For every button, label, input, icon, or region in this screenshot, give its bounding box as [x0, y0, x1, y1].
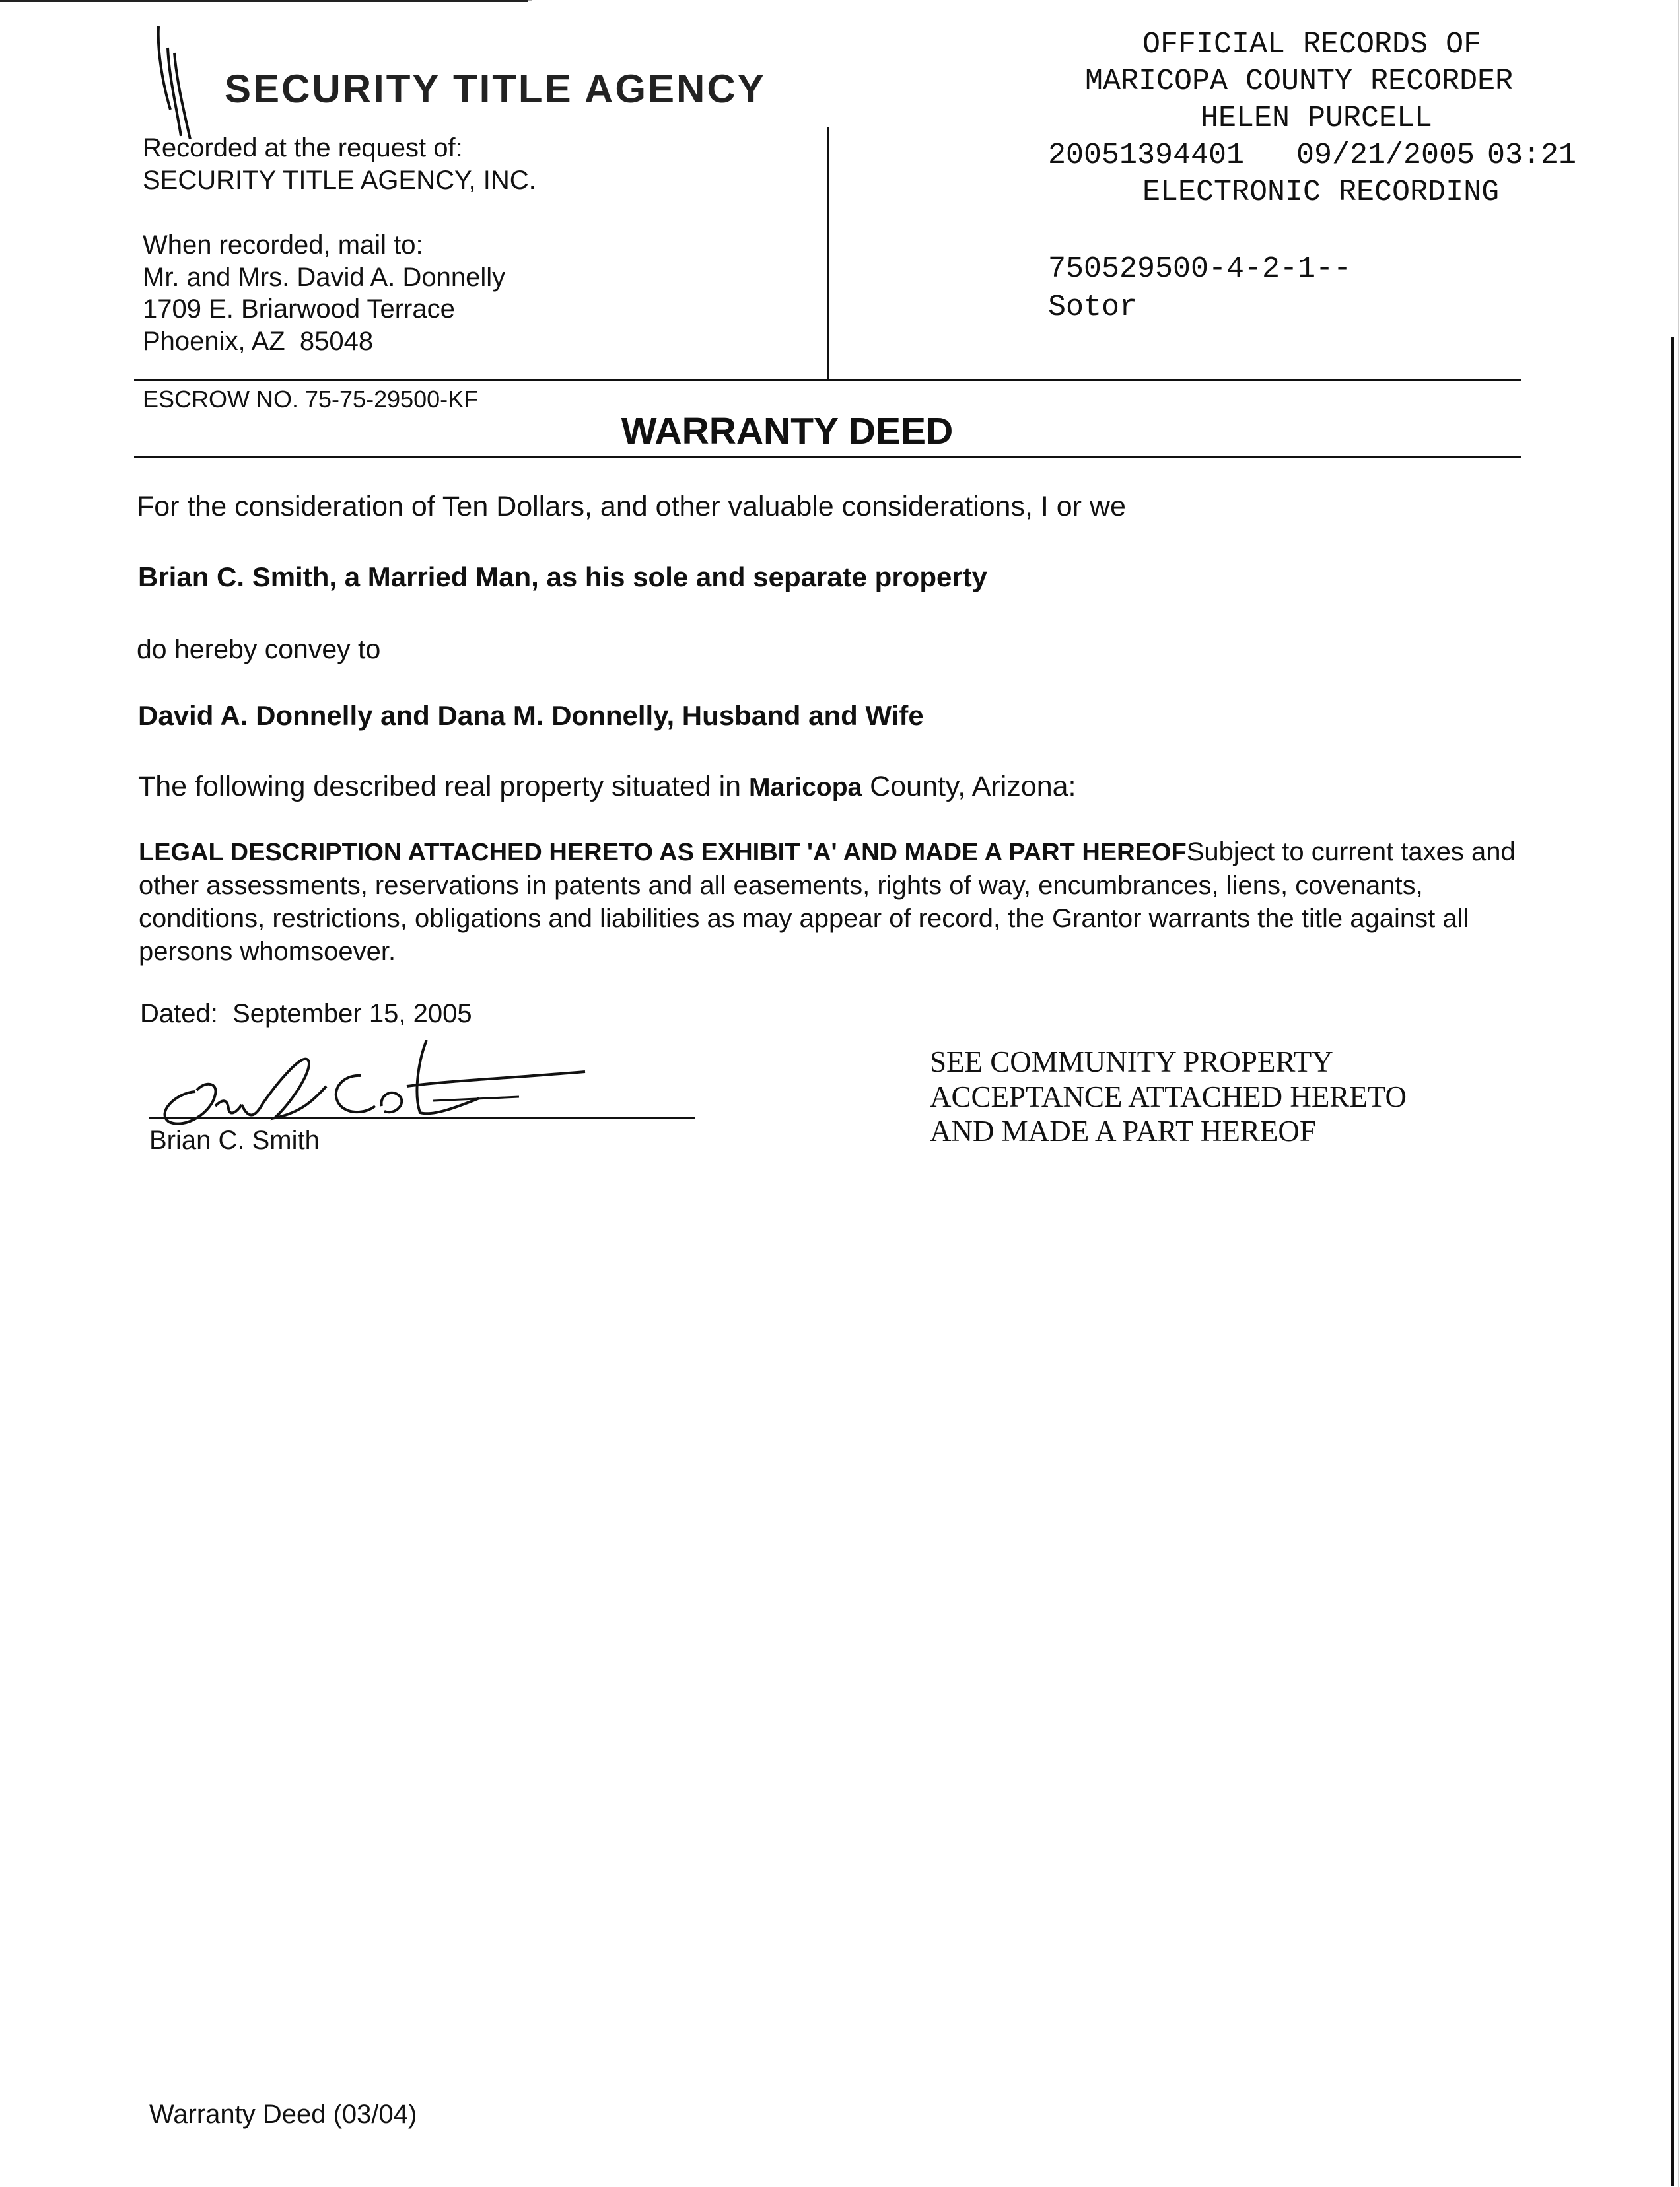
signer-name: Brian C. Smith	[149, 1126, 320, 1155]
stamp-line-3: AND MADE A PART HEREOF	[930, 1115, 1316, 1148]
title-rule	[134, 456, 1521, 458]
grantor-text: Brian C. Smith, a Married Man, as his sole and separate property	[138, 561, 988, 592]
dated-text: Dated: September 15, 2005	[140, 999, 472, 1028]
header-divider	[827, 127, 829, 380]
scan-top-line-faint	[528, 0, 532, 1]
handwritten-signature-icon	[149, 1040, 598, 1126]
stamp-line-2: ACCEPTANCE ATTACHED HERETO	[930, 1080, 1407, 1113]
document-title-text: WARRANTY DEED	[621, 410, 954, 452]
scan-edge-line	[1671, 337, 1674, 2186]
scan-edge-faint	[1678, 0, 1679, 2187]
recording-code: 750529500-4-2-1--	[1048, 252, 1352, 286]
property-county: Maricopa	[749, 773, 862, 802]
mail-to-name: Mr. and Mrs. David A. Donnelly	[143, 263, 506, 292]
header-rule	[134, 379, 1521, 381]
grantee-text: David A. Donnelly and Dana M. Donnelly, Husband and Wife	[138, 700, 924, 731]
agency-logo-icon	[144, 24, 217, 139]
recording-line-1: OFFICIAL RECORDS OF	[1142, 28, 1482, 61]
legal-description-bold: LEGAL DESCRIPTION ATTACHED HERETO AS EXHIBIT 'A' AND MADE A PART HEREOF	[139, 839, 1187, 866]
mail-to-street: 1709 E. Briarwood Terrace	[143, 295, 455, 324]
legal-description-text: Subject to current taxes and other assessments, reservations in patents and all easements, rights of way, encumbrances, liens, covenants, conditions, restrictions, obligations and liabilities as may appear of record, the Grantor warrants the title against all persons whomsoever.	[139, 837, 1516, 966]
agency-name: SECURITY TITLE AGENCY	[225, 67, 766, 111]
recording-doc-number: 20051394401	[1048, 139, 1245, 172]
escrow-number: ESCROW NO. 75-75-29500-KF	[143, 386, 479, 413]
recording-clerk: Sotor	[1048, 291, 1138, 324]
mail-to-city: Phoenix, AZ 85048	[143, 327, 374, 356]
recorded-request-agency: SECURITY TITLE AGENCY, INC.	[143, 166, 536, 195]
document-title	[0, 409, 1680, 453]
recording-line-3: HELEN PURCELL	[1201, 102, 1433, 135]
recording-line-5: ELECTRONIC RECORDING	[1142, 176, 1500, 209]
scan-top-line	[0, 0, 528, 2]
property-suffix: County, Arizona:	[862, 771, 1076, 802]
convey-text: do hereby convey to	[137, 634, 381, 664]
recording-line-2: MARICOPA COUNTY RECORDER	[1085, 65, 1514, 98]
stamp-line-1: SEE COMMUNITY PROPERTY	[930, 1045, 1333, 1078]
recording-date: 09/21/2005	[1296, 139, 1475, 172]
recorded-request-label: Recorded at the request of:	[143, 133, 463, 162]
legal-description	[139, 835, 1532, 968]
signature-line	[149, 1117, 695, 1119]
recording-time: 03:21	[1487, 139, 1577, 172]
property-prefix: The following described real property situated in	[138, 771, 750, 802]
consideration-text: For the consideration of Ten Dollars, and other valuable considerations, I or we	[137, 491, 1126, 522]
mail-to-label: When recorded, mail to:	[143, 230, 423, 260]
form-footer: Warranty Deed (03/04)	[149, 2100, 417, 2129]
property-location	[138, 771, 1076, 803]
